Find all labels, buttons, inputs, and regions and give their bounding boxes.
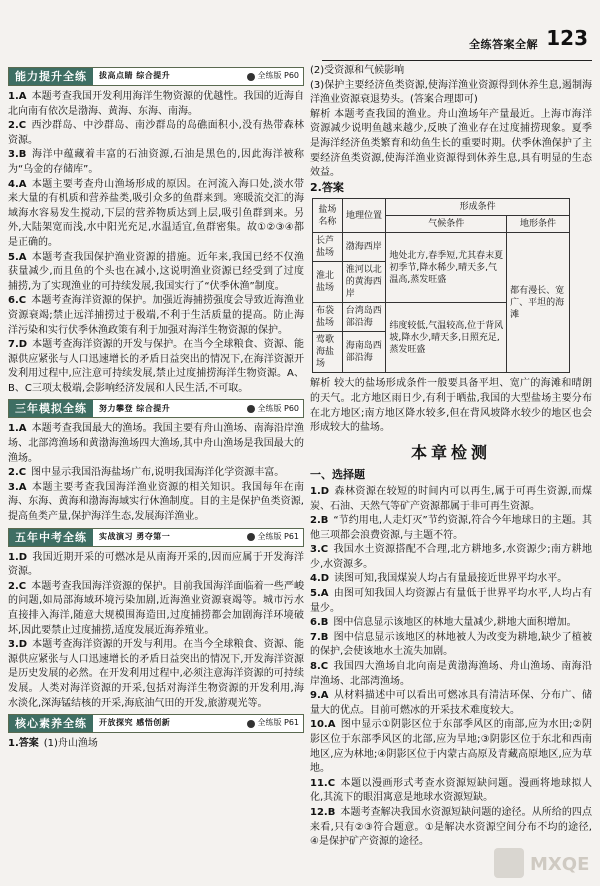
banner-tag: 能力提升全练	[9, 68, 93, 85]
banner-source-text: 全练版 P61	[257, 531, 299, 541]
section-choice-heading: 一、选择题	[310, 468, 365, 482]
chapter-title: 本章检测	[410, 442, 491, 462]
answer-continuation	[310, 64, 592, 181]
table-cell: 长芦盐场	[313, 233, 343, 262]
answer-item	[8, 178, 304, 251]
answer-text: 本题考查海洋资源的保护。加强近海捕捞强度会导致近海渔业资源衰竭;禁止远洋捕捞过于极端,不利于生活质量的提高。防止海洋污染和实行伏季休渔政策有利于加强对海洋生物资源的保护。	[8, 295, 304, 336]
answer-text: 森林资源在较短的时间内可以再生,属于可再生资源,而煤炭、石油、天然气等矿产资源都属于非可再生资源。	[310, 485, 592, 512]
banner-tag: 三年模拟全练	[9, 400, 93, 417]
answer-key: 5.A	[310, 588, 329, 600]
table-cell: 渤海西岸	[342, 233, 386, 262]
chapter-answer-list	[310, 485, 592, 850]
answer-text: 读图可知,我国煤炭人均占有量最接近世界平均水平。	[334, 573, 568, 585]
watermark-logo	[492, 844, 592, 882]
answer-key: 4.D	[310, 573, 330, 585]
answer-text: 本题考查我国保护渔业资源的措施。近年来,我国已经不仅渔获量减少,而且鱼的个头也在减小,这说明渔业资源已经受到了过度捕捞,为了实现渔业的可持续发展,我国实行了“伏季休渔”制度。	[8, 251, 304, 292]
answer-item	[310, 616, 592, 631]
answer-text: 图中信息显示该地区的林地被人为改变为耕地,缺少了植被的保护,会使该地水土流失加剧。	[310, 631, 592, 658]
answer-key: 4.A	[8, 178, 27, 190]
answer-text: (1)舟山渔场	[43, 738, 98, 750]
table-cell: 淮北盐场	[313, 262, 343, 303]
answer-key: 7.B	[310, 631, 329, 643]
answer-item	[310, 587, 592, 616]
answer-key: 6.C	[8, 295, 27, 307]
answer-item	[8, 119, 304, 148]
answer-key: 1.A	[8, 91, 27, 102]
bullet-icon	[247, 405, 255, 413]
answer-key: 7.D	[8, 339, 28, 351]
answer-item	[8, 294, 304, 338]
answer-key: 11.C	[310, 777, 336, 789]
answer-text: 本题考查我国海洋资源的保护。目前我国海洋面临着一些严峻的问题,如局部海域环境污染加剧,近海渔业资源衰竭等。城市污水直接排入海洋,随意大规模围海造田,过度捕捞都会加剧海洋环境破坏,因此要禁止过度捕捞,适度发展近海养殖业。	[8, 580, 304, 636]
answer-item	[310, 543, 592, 572]
answer-key: 3.A	[8, 481, 27, 493]
table-header-climate: 气候条件	[386, 216, 507, 233]
bullet-icon	[247, 73, 255, 81]
answer-item	[8, 481, 304, 525]
question-2-label: 2.答案	[310, 180, 344, 194]
table-cell: 莺歌海盐场	[313, 332, 343, 373]
table-header-location: 地理位置	[342, 199, 386, 233]
answer-item	[8, 466, 304, 481]
table-cell-terrain: 都有漫长、宽广、平坦的海滩	[507, 233, 570, 373]
table-header-name: 盐场名称	[313, 199, 343, 233]
salt-field-table	[312, 198, 570, 373]
section-banner-five-year	[8, 528, 304, 547]
answer-text: 我国水土资源搭配不合理,北方耕地多,水资源少;南方耕地少,水资源多。	[310, 544, 592, 570]
answer-item	[310, 572, 592, 587]
answer-continuation-line: 解析 本题考查我国的渔业。舟山渔场年产量最近。上海市海洋资源减少说明鱼越来越少,反映了渔业存在过度捕捞现象。夏季是海洋经济鱼类繁育和幼鱼生长的重要时期。伏季休渔保护了主要经济鱼类资源,使海洋渔业资源得到休养生息,具有明显的生态效益。	[310, 108, 592, 179]
answer-list-five-year	[8, 551, 304, 712]
answer-text: 图中信息显示该地区的林地大量减少,耕地大面积增加。	[333, 617, 577, 629]
answer-item	[8, 90, 304, 119]
answer-text: 本题考查海洋资源的开发与利用。在当今全球粮食、资源、能源供应紧张与人口迅速增长的矛盾日益突出的情况下,开发海洋资源是历史发展的必然。在开发利用过程中,必须注意海洋资源的可持续发展。人类对海洋资源的开采,包括对海洋生物资源的开发利用,海水淡化,深海锰结核的开采,海底油气田的开发,旅游观光等。	[8, 639, 304, 709]
right-column	[310, 64, 592, 850]
answer-text: 本题主要考查我国海洋渔业资源的相关知识。我国每年在南海、东海、黄海和渤海海域实行休渔制度。目的主是保护鱼类资源,提高鱼类产量,保护海洋生态,发展海洋渔业。	[8, 481, 304, 523]
answer-list-ability	[8, 90, 304, 396]
answer-key: 8.C	[310, 661, 329, 673]
banner-slogan: 开放探究 感悟创新	[99, 718, 171, 728]
answer-item	[310, 660, 592, 689]
banner-tag: 核心素养全练	[9, 715, 93, 732]
bullet-icon	[247, 533, 255, 541]
answer-text: 本题主要考查舟山渔场形成的原因。在河流入海口处,淡水带来大量的有机质和营养盐类,吸引众多的鱼群来到。寒暖流交汇的海域海水容易发生搅动,下层的营养物质达到上层,吸引鱼群到来。另外,大陆架宽而浅,水中阳光充足,水温适宜,鱼群密集。故①②③④都是正确的。	[8, 178, 304, 248]
answer-item	[8, 580, 304, 638]
answer-key: 1.答案	[8, 738, 39, 750]
banner-slogan: 努力攀登 综合提升	[99, 403, 171, 413]
answer-item	[310, 514, 592, 543]
table-cell-climate-north: 地处北方,春季短,尤其春末夏初季节,降水稀少,晴天多,气温高,蒸发旺盛	[386, 233, 507, 303]
answer-key: 3.D	[8, 639, 28, 651]
answer-text: 图中显示①阴影区位于东部季风区的南部,应为水田;②阴影区位于东部季风区的北部,应为旱地;③阴影区位于东北和西南地区,应为林地;④阴影区位于内蒙古高原及青藏高原地区,应为草地。	[310, 719, 592, 775]
answer-key: 3.C	[310, 544, 329, 556]
answer-text: 本题考查我国开发利用海洋生物资源的优越性。我国的近海自北向南有依次是渤海、黄海、东海、南海。	[8, 91, 304, 117]
banner-slogan: 实战演习 勇夺第一	[99, 531, 171, 541]
banner-source	[247, 402, 303, 417]
answer-text: 从材料描述中可以看出可燃冰具有清洁环保、分布广、储量大的优点。目前可燃冰的开采技术难度较大。	[310, 690, 592, 716]
answer-item	[310, 718, 592, 776]
table-row	[313, 233, 570, 262]
banner-source	[247, 530, 303, 545]
section-banner-core	[8, 714, 304, 733]
answer-key: 2.C	[8, 467, 27, 479]
answer-text: “节约用电,人走灯灭”节约资源,符合今年地球日的主题。其他三项都会浪费资源,与主题不符。	[310, 515, 592, 541]
analysis-q2: 解析 较大的盐场形成条件一般要具备平坦、宽广的海滩和晴朗的天气。北方地区雨日少,有利于晒盐,我国的大型盐场主要分布在北方地区;南方地区降水较多,但在背风坡降水较少的地区也会形成较大的盐场。	[310, 378, 592, 434]
answer-text: 由图可知我国人均资源占有量低于世界平均水平,人均占有量少。	[310, 588, 592, 614]
answer-item	[8, 251, 304, 295]
answer-text: 图中显示我国沿海盐场广布,说明我国海洋化学资源丰富。	[31, 467, 285, 479]
table-header-conditions: 形成条件	[386, 199, 570, 216]
answer-continuation-line: (2)受资源和气候影响	[310, 65, 405, 76]
answer-key: 6.B	[310, 617, 329, 629]
answer-item	[310, 777, 592, 806]
answer-item	[310, 631, 592, 660]
table-cell: 台湾岛西部沿海	[342, 303, 386, 332]
answer-text: 本题考查我国最大的渔场。我国主要有舟山渔场、南海沿岸渔场、北部湾渔场和黄渤海渔场四大渔场,其中舟山渔场是我国最大的渔场。	[8, 423, 304, 464]
answer-item	[8, 638, 304, 711]
answer-item	[8, 148, 304, 177]
svg-text:MXQE: MXQE	[530, 854, 590, 875]
answer-item	[8, 422, 304, 466]
table-cell: 淮河以北的黄海西岸	[342, 262, 386, 303]
answer-item	[8, 338, 304, 396]
answer-key: 10.A	[310, 719, 336, 731]
section-banner-ability	[8, 67, 304, 86]
answer-list-three-year	[8, 422, 304, 524]
answer-text: 我国四大渔场自北向南是黄渤海渔场、舟山渔场、南海沿岸渔场、北部湾渔场。	[310, 661, 592, 687]
answer-text: 海洋中蕴藏着丰富的石油资源,石油是黑色的,因此海洋被称为“乌金的存储库”。	[8, 149, 304, 175]
answer-item	[8, 551, 304, 580]
banner-slogan: 拔高点睛 综合提升	[99, 71, 171, 81]
answer-text: 本题考查解决我国水资源短缺问题的途径。从所给的四点来看,只有②③符合题意。①是解决水资源空间分布不均的途径,④是保护矿产资源的途径。	[310, 806, 592, 848]
banner-tag: 五年中考全练	[9, 529, 93, 546]
answer-key: 9.A	[310, 690, 329, 702]
answer-item	[310, 689, 592, 718]
table-header-terrain: 地形条件	[507, 216, 570, 233]
answer-key: 1.A	[8, 423, 27, 435]
banner-source	[247, 69, 303, 84]
table-cell: 海南岛西部沿海	[342, 332, 386, 373]
answer-key: 2.C	[8, 120, 27, 132]
left-column	[8, 64, 304, 752]
answer-text: 本题以漫画形式考查水资源短缺问题。漫画将地球拟人化,其流下的眼泪寓意是地球水资源短缺。	[310, 777, 592, 804]
header-rule	[322, 60, 592, 61]
banner-source-text: 全练版 P60	[257, 71, 299, 81]
answer-continuation-line: (3)保护主要经济鱼类资源,使海洋渔业资源得到休养生息,遏制海洋渔业资源衰退势头。(答案合理即可)	[310, 79, 592, 106]
table-cell-climate-south: 纬度较低,气温较高,位于背风坡,降水少,晴天多,日照充足,蒸发旺盛	[386, 303, 507, 373]
banner-source-text: 全练版 P60	[257, 403, 299, 413]
banner-source-text: 全练版 P61	[257, 718, 299, 728]
answer-key: 2.B	[310, 515, 329, 527]
bullet-icon	[247, 720, 255, 728]
page-number: 123	[546, 26, 588, 50]
answer-item	[8, 737, 304, 752]
section-banner-three-year	[8, 399, 304, 418]
answer-item	[310, 485, 592, 514]
answer-text: 西沙群岛、中沙群岛、南沙群岛的岛礁面积小,没有热带森林资源。	[8, 120, 304, 146]
answer-text: 我国近期开采的可燃冰是从南海开采的,因而应属于开发海洋资源。	[8, 551, 304, 578]
answer-text: 本题考查海洋资源的开发与保护。在当今全球粮食、资源、能源供应紧张与人口迅速增长的矛盾日益突出的情况下,在海洋资源开发利用过程中,应注意可持续发展,禁止过度捕捞海洋生物资源。A、B、C三项太极端,会影响经济发展和人民生活,不可取。	[8, 339, 304, 394]
answer-key: 3.B	[8, 149, 27, 161]
answer-key: 1.D	[310, 485, 330, 497]
answer-key: 2.C	[8, 580, 27, 592]
answer-list-core	[8, 737, 304, 752]
table-cell: 布袋盐场	[313, 303, 343, 332]
answer-key: 1.D	[8, 551, 28, 563]
answer-key: 12.B	[310, 806, 336, 818]
answer-key: 5.A	[8, 251, 27, 263]
header-title: 全练答案全解	[469, 38, 538, 51]
banner-source	[247, 716, 303, 731]
